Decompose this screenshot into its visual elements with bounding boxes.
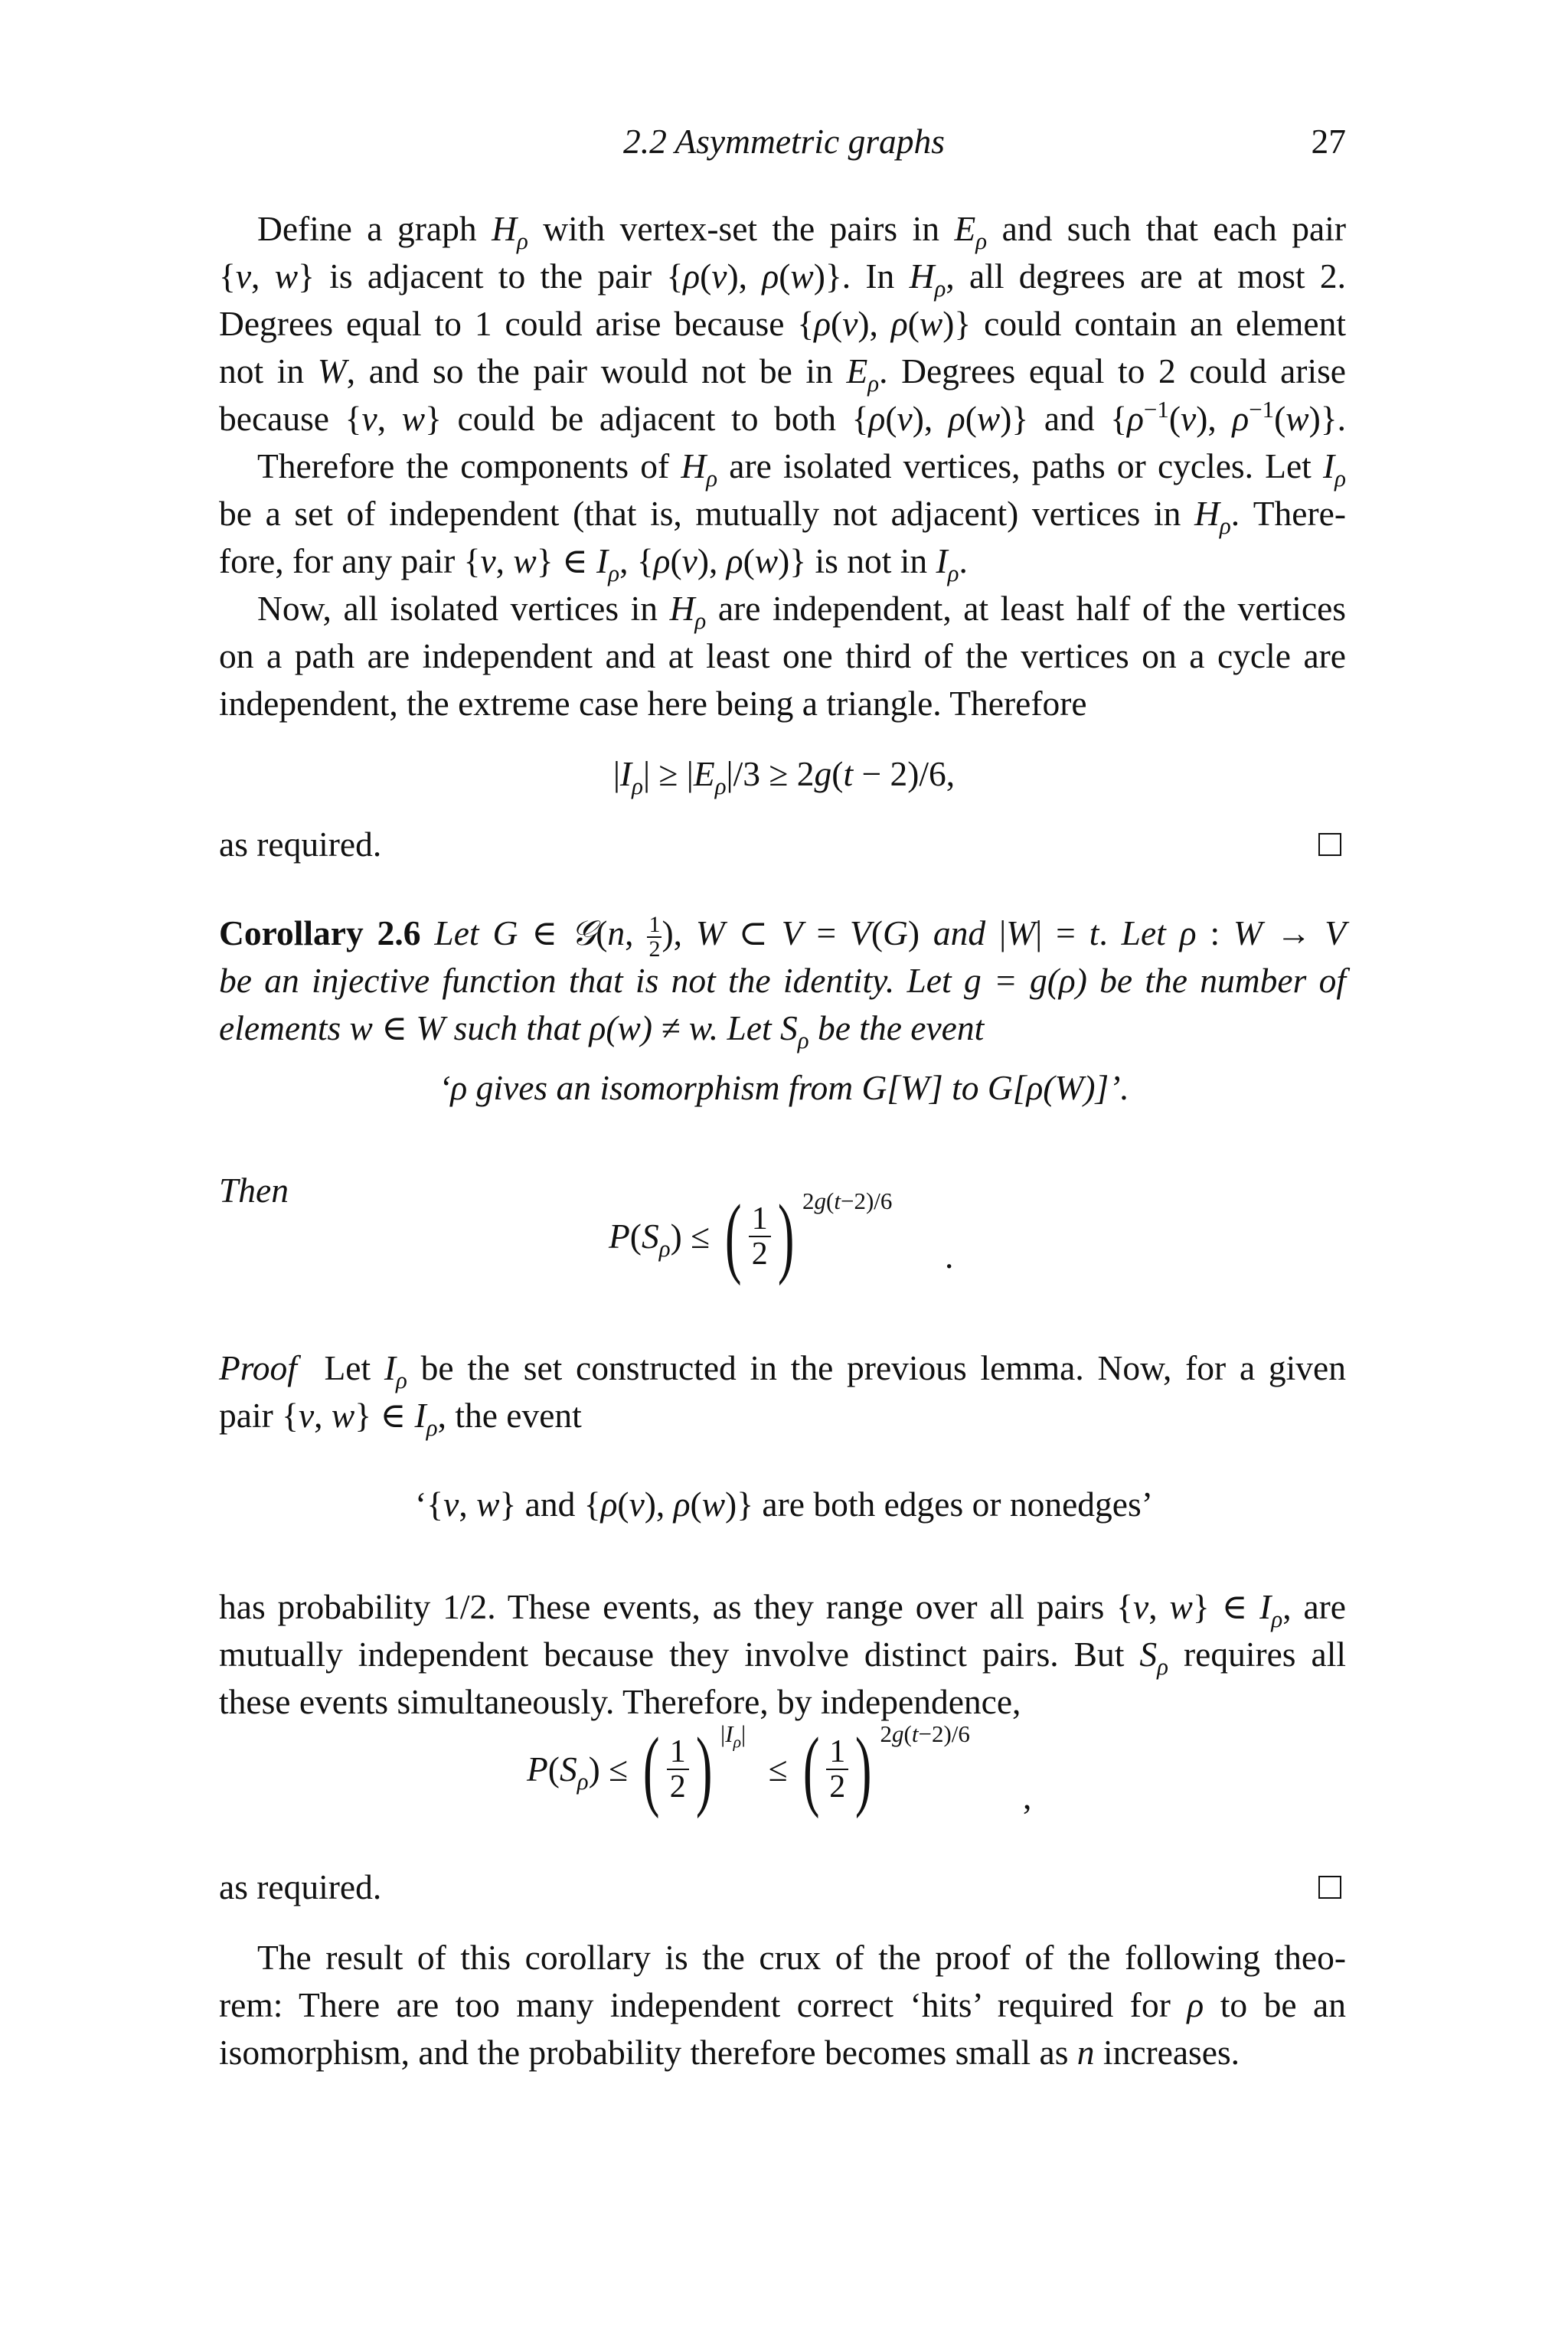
display-equation-independent-set-bound: $|I_\rho| \ge |E_\rho|/3 \ge 2g(t - 2)/6$, <box>612 754 956 799</box>
text-line: elements w ∈ W such that ρ(w) ≠ w. Let $S_\rho$ be the event <box>219 1008 985 1054</box>
proof-event: ‘{v, w} and {ρ(v), ρ(w)} are both edges or nonedges’ <box>415 1485 1153 1524</box>
fraction-one-half: $\frac{1}{2}$ <box>648 911 661 962</box>
text-line: not in W, and so the pair would not be in $E_\rho$. Degrees equal to 2 could arise <box>219 351 1346 397</box>
right-paren: ) <box>695 1718 713 1819</box>
corollary-event: ‘ρ gives an isomorphism from G[W] to G[ρ(W)]’. <box>439 1068 1129 1107</box>
text-line: Now, all isolated vertices in $H_\rho$ are independent, at least half of the vertices <box>257 589 1346 634</box>
then-label: Then <box>219 1171 289 1210</box>
text-line: mutually independent because they involve distinct pairs. But $S_\rho$ requires all <box>219 1635 1346 1680</box>
text-line: because {v, w} could be adjacent to both {ρ(v), ρ(w)} and {$\rho^{-1}(v)$, $\rho^{-1}(w)$}. <box>219 395 1347 438</box>
text-line: Therefore the components of $H_\rho$ are isolated vertices, paths or cycles. Let $I_\rho$ <box>257 446 1346 492</box>
text-line: independent, the extreme case here being a triangle. Therefore <box>219 684 1087 723</box>
exponent: 2g(t−2)/6 <box>802 1187 893 1214</box>
exponent: |Iρ| <box>720 1720 746 1752</box>
as-required-text: as required. <box>219 1867 382 1906</box>
corollary-bound-equation: $P(S_\rho)$ ≤ ( $\frac{1}{2}$ ) $^{2g(t-2)/6}$ <box>609 1185 893 1286</box>
text-line: Degrees equal to 1 could arise because {ρ(v), ρ(w)} could contain an element <box>219 304 1346 343</box>
text-line: on a path are independent and at least one third of the vertices on a cycle are <box>219 636 1346 675</box>
text-line: {v, w} is adjacent to the pair {ρ(v), ρ(w)}. In $H_\rho$, all degrees are at most 2. <box>219 256 1346 302</box>
text-line: Proof Let $I_\rho$ be the set constructed in the previous lemma. Now, for a given <box>219 1348 1346 1393</box>
final-paragraph <box>219 1934 1346 2076</box>
running-header-title: 2.2 Asymmetric graphs <box>622 122 945 161</box>
proof-paragraph <box>219 1344 1346 1439</box>
corollary-2-6 <box>219 910 1346 1052</box>
text-line: fore, for any pair {v, w} ∈ $I_\rho$, {ρ(v), ρ(w)} is not in $I_\rho$. <box>219 541 968 586</box>
right-paren: ) <box>777 1185 795 1286</box>
text-line: be a set of independent (that is, mutually not adjacent) vertices in $H_\rho$. There- <box>219 494 1346 539</box>
fraction-one-half: $\frac{1}{2}$ <box>667 1735 689 1804</box>
text-line: isomorphism, and the probability therefore becomes small as n increases. <box>219 2033 1240 2072</box>
lemma-proof-paragraph-3 <box>219 585 1346 727</box>
qed-box-icon <box>1318 1876 1341 1899</box>
qed-box-icon <box>1318 833 1341 856</box>
corollary-label: Corollary 2.6 <box>219 913 421 952</box>
proof-label: Proof <box>219 1348 297 1387</box>
proof-paragraph-2 <box>219 1583 1346 1726</box>
text-line: The result of this corollary is the crux of the proof of the following theo- <box>257 1938 1346 1977</box>
lemma-proof-paragraph-1 <box>219 205 1346 443</box>
right-paren: ) <box>855 1718 872 1819</box>
text-line: these events simultaneously. Therefore, by independence, <box>219 1682 1021 1721</box>
proof-bound-equation: $P(S_\rho)$ ≤ ( $\frac{1}{2}$ ) $^{|I_\rho|}$ ≤ ( $\frac{1}{2}$ ) $^{2g(t-2)/6}$ <box>527 1718 970 1819</box>
text-line: Define a graph $H_\rho$ with vertex-set the pairs in $E_\rho$ and such that each pair <box>257 209 1346 254</box>
text-line: be an injective function that is not the identity. Let g = g(ρ) be the number of <box>219 961 1346 1000</box>
lemma-proof-paragraph-2 <box>219 443 1346 585</box>
left-paren: ( <box>725 1185 742 1286</box>
text-line: pair {v, w} ∈ $I_\rho$, the event <box>219 1396 582 1441</box>
equation-period: . <box>945 1236 954 1276</box>
fraction-one-half: $\frac{1}{2}$ <box>826 1735 848 1804</box>
fraction-one-half: $\frac{1}{2}$ <box>749 1202 771 1271</box>
left-paren: ( <box>802 1718 820 1819</box>
exponent: 2g(t−2)/6 <box>880 1720 970 1747</box>
as-required-text: as required. <box>219 825 382 864</box>
text-line: rem: There are too many independent correct ‘hits’ required for ρ to be an <box>219 1985 1346 2024</box>
page-number: 27 <box>1311 122 1346 161</box>
left-paren: ( <box>643 1718 660 1819</box>
text-line: has probability 1/2. These events, as they range over all pairs {v, w} ∈ $I_\rho$, are <box>219 1587 1347 1632</box>
equation-comma: , <box>1023 1777 1032 1816</box>
text-line: Corollary 2.6 Let G ∈ 𝒢(n, $\frac{1}{2}$ ), W ⊂ V = V(G) and |W| = t. Let ρ : W → V <box>219 911 1347 962</box>
